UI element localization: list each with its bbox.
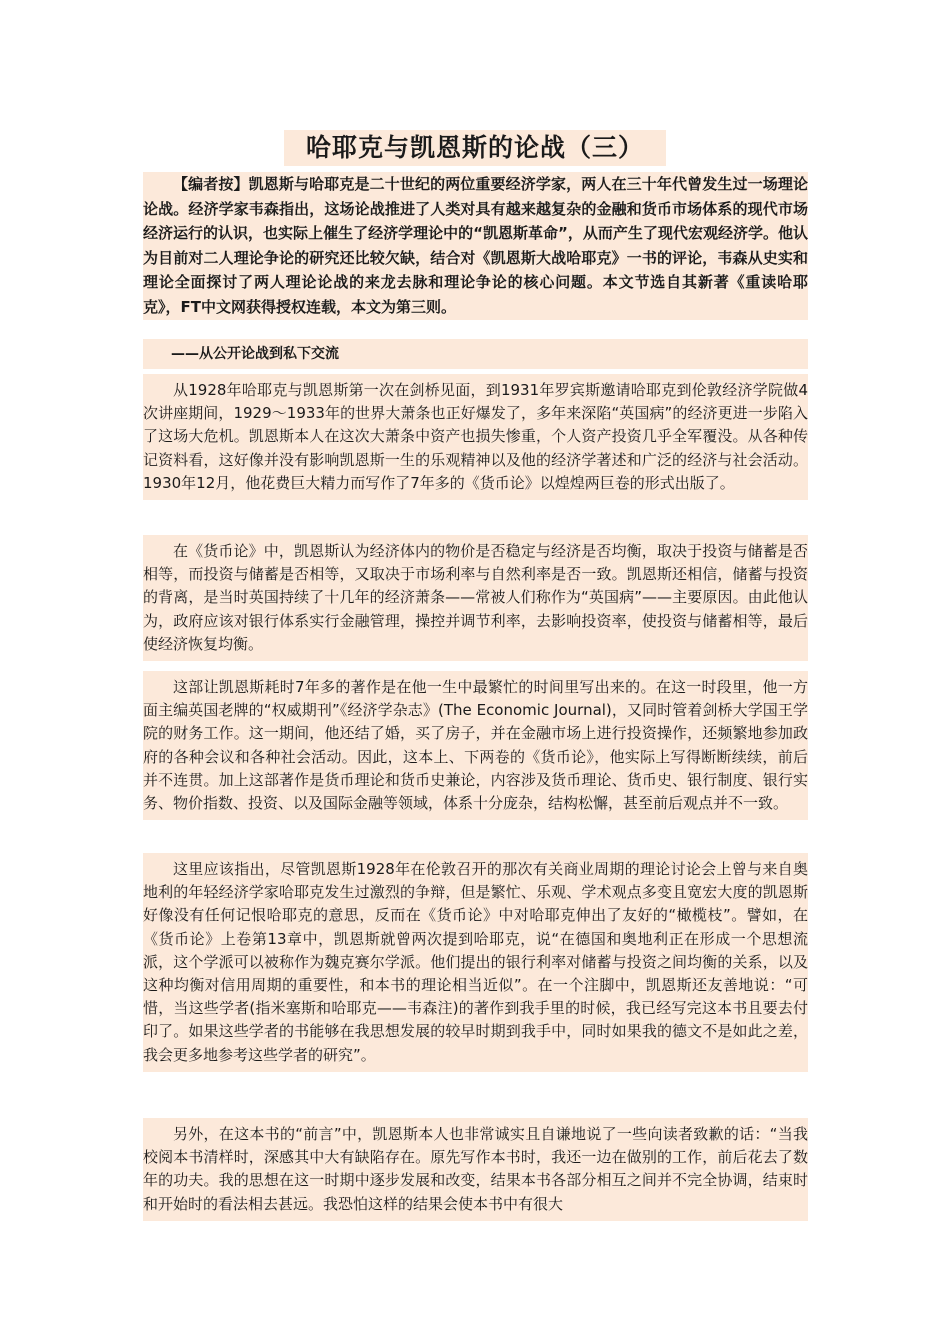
- editor-note: 【编者按】凯恩斯与哈耶克是二十世纪的两位重要经济学家，两人在三十年代曾发生过一场理论论战。经济学家韦森指出，这场论战推进了人类对具有越来越复杂的金融和货币市场体系的现代市场经济运行的认识，也实际上催生了经济学理论中的“凯恩斯革命”，从而产生了现代宏观经济学。他认为目前对二人理论争论的研究还比较欠缺，结合对《凯恩斯大战哈耶克》一书的评论，韦森从史实和理论全面探讨了两人理论论战的来龙去脉和理论争论的核心问题。本文节选自其新著《重读哈耶克》，FT中文网获得授权连载，本文为第三则。: [143, 172, 808, 320]
- paragraph: 另外，在这本书的“前言”中，凯恩斯本人也非常诚实且自谦地说了一些向读者致歉的话：“当我校阅本书清样时，深感其中大有缺陷存在。原先写作本书时，我还一边在做别的工作，前后花去了数年的功夫。我的思想在这一时期中逐步发展和改变，结果本书各部分相互之间并不完全协调，结束时和开始时的看法相去甚远。我恐怕这样的结果会使本书中有很大: [143, 1118, 808, 1221]
- paragraph: 这里应该指出，尽管凯恩斯1928年在伦敦召开的那次有关商业周期的理论讨论会上曾与来自奥地利的年轻经济学家哈耶克发生过激烈的争辩，但是繁忙、乐观、学术观点多变且宽宏大度的凯恩斯好像没有任何记恨哈耶克的意思，反而在《货币论》中对哈耶克伸出了友好的“橄榄枝”。譬如，在《货币论》上卷第13章中，凯恩斯就曾两次提到哈耶克，说“在德国和奥地利正在形成一个思想流派，这个学派可以被称作为魏克赛尔学派。他们提出的银行利率对储蓄与投资之间均衡的关系，以及这种均衡对信用周期的重要性，和本书的理论相当近似”。在一个注脚中，凯恩斯还友善地说：“可惜，当这些学者(指米塞斯和哈耶克——韦森注)的著作到我手里的时候，我已经写完这本书且要去付印了。如果这些学者的书能够在我思想发展的较早时期到我手中，同时如果我的德文不是如此之差，我会更多地参考这些学者的研究”。: [143, 853, 808, 1072]
- paragraph: 在《货币论》中，凯恩斯认为经济体内的物价是否稳定与经济是否均衡，取决于投资与储蓄是否相等，而投资与储蓄是否相等，又取决于市场利率与自然利率是否一致。凯恩斯还相信，储蓄与投资的背离，是当时英国持续了十几年的经济萧条——常被人们称作为“英国病”——主要原因。由此他认为，政府应该对银行体系实行金融管理，操控并调节利率，去影响投资率，使投资与储蓄相等，最后使经济恢复均衡。: [143, 535, 808, 661]
- article-title: 哈耶克与凯恩斯的论战（三）: [284, 130, 666, 166]
- section-subtitle: ——从公开论战到私下交流: [143, 339, 808, 369]
- paragraph: 从1928年哈耶克与凯恩斯第一次在剑桥见面，到1931年罗宾斯邀请哈耶克到伦敦经济学院做4次讲座期间，1929～1933年的世界大萧条也正好爆发了，多年来深陷“英国病”的经济更进一步陷入了这场大危机。凯恩斯本人在这次大萧条中资产也损失惨重，个人资产投资几乎全军覆没。从各种传记资料看，这好像并没有影响凯恩斯一生的乐观精神以及他的经济学著述和广泛的经济与社会活动。1930年12月，他花费巨大精力而写作了7年多的《货币论》以煌煌两巨卷的形式出版了。: [143, 374, 808, 500]
- paragraph: 这部让凯恩斯耗时7年多的著作是在他一生中最繁忙的时间里写出来的。在这一时段里，他一方面主编英国老牌的“权威期刊”《经济学杂志》(The Economic Journal)，又同时管着剑桥大学国王学院的财务工作。这一期间，他还结了婚，买了房子，并在金融市场上进行投资操作，还频繁地参加政府的各种会议和各种社会活动。因此，这本上、下两卷的《货币论》，他实际上写得断断续续，前后并不连贯。加上这部著作是货币理论和货币史兼论，内容涉及货币理论、货币史、银行制度、银行实务、物价指数、投资、以及国际金融等领域，体系十分庞杂，结构松懈，甚至前后观点并不一致。: [143, 671, 808, 820]
